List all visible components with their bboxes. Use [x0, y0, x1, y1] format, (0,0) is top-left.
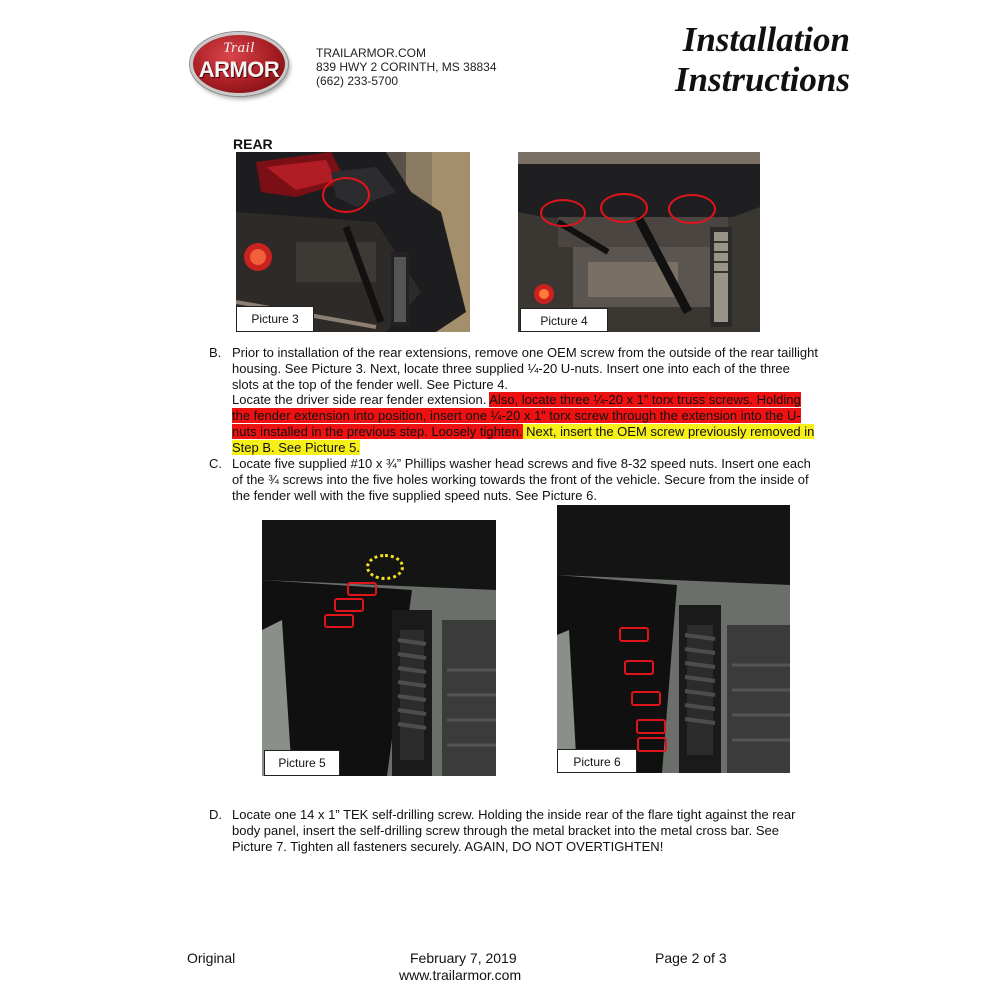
step-b-line-6 [232, 424, 818, 440]
picture-5-red-box-2 [334, 598, 364, 612]
step-b-line-5 [232, 408, 818, 424]
step-d [209, 807, 869, 857]
picture-4-caption: Picture 4 [520, 308, 608, 332]
step-b-highlight-yellow-1: Next, insert the OEM screw previously removed in [522, 423, 815, 439]
step-b-letter: B. [209, 345, 222, 360]
company-address [316, 46, 497, 88]
footer-original: Original [187, 950, 236, 966]
step-d-line-2: body panel, insert the self-drilling screw through the metal bracket into the metal cross bar. See [232, 822, 780, 838]
picture-4-red-circle-right [668, 194, 716, 224]
picture-6-red-box-2 [624, 660, 654, 675]
footer-date: February 7, 2019 [410, 950, 517, 966]
step-d-line-1: Locate one 14 x 1” TEK self-drilling screw. Holding the inside rear of the flare tight against the rear [232, 807, 796, 822]
step-b-line-7 [232, 440, 818, 456]
picture-4-image [518, 152, 760, 332]
picture-5-photo [262, 520, 496, 776]
company-phone: (662) 233-5700 [316, 74, 399, 88]
step-b-line-1: Prior to installation of the rear extensions, remove one OEM screw from the outside of the rear taillight [232, 345, 818, 360]
picture-5-caption: Picture 5 [264, 750, 340, 776]
step-c-line-1: Locate five supplied #10 x ¾” Phillips washer head screws and five 8-32 speed nuts. Insert one each [232, 456, 811, 471]
logo-text-armor: ARMOR [198, 57, 280, 82]
picture-6-red-box-3 [631, 691, 661, 706]
step-b [209, 345, 869, 455]
picture-6-red-box-5 [637, 737, 667, 752]
step-b-text [232, 345, 818, 456]
picture-5-red-box-3 [324, 614, 354, 628]
footer-url: www.trailarmor.com [399, 967, 522, 983]
company-street: 839 HWY 2 CORINTH, MS 38834 [316, 60, 497, 74]
trail-armor-logo [190, 32, 288, 96]
document-title [675, 20, 850, 100]
title-line-1: Installation [682, 20, 850, 59]
company-website: TRAILARMOR.COM [316, 46, 427, 60]
step-b-line-3: slots at the top of the fender well. See Picture 4. [232, 376, 509, 392]
step-c-text [232, 456, 811, 503]
step-b-highlight-red-2: the fender extension into position, insert one ¼-20 x 1” torx screw through the extension into the U- [232, 408, 801, 424]
title-line-2: Instructions [674, 60, 850, 99]
picture-4-red-circle-left [540, 199, 586, 227]
picture-4-red-circle-middle [600, 193, 648, 223]
section-heading: REAR [233, 136, 273, 152]
picture-5-red-box-1 [347, 582, 377, 596]
picture-6-photo [557, 505, 790, 773]
step-b-highlight-yellow-2: Step B. See Picture 5. [232, 439, 360, 455]
step-b-highlight-red-1: Also, locate three ¼-20 x 1” torx truss screws. Holding [489, 392, 801, 408]
picture-3-caption: Picture 3 [236, 306, 314, 332]
step-c-letter: C. [209, 456, 222, 471]
step-c-line-2: of the ¾ screws into the five holes working towards the front of the vehicle. Secure from the inside of [232, 471, 809, 487]
footer-page-number: Page 2 of 3 [655, 950, 727, 966]
step-c-line-3: the fender well with the five supplied speed nuts. See Picture 6. [232, 487, 597, 503]
logo-text-trail: Trail [223, 40, 255, 56]
picture-5-yellow-dotted-circle [366, 554, 404, 580]
step-b-line-2: housing. See Picture 3. Next, locate three supplied ¼-20 U-nuts. Insert one into each of the three [232, 360, 790, 376]
picture-6-red-box-1 [619, 627, 649, 642]
step-b-line-4 [232, 392, 818, 408]
picture-6-caption: Picture 6 [557, 749, 637, 773]
step-d-text [232, 807, 795, 854]
step-d-line-3: Picture 7. Tighten all fasteners securely. AGAIN, DO NOT OVERTIGHTEN! [232, 838, 664, 854]
step-d-letter: D. [209, 807, 222, 822]
picture-6-image [557, 505, 790, 773]
step-b-line-4-plain: Locate the driver side rear fender extension. [232, 392, 490, 408]
step-c [209, 456, 869, 506]
picture-4-photo [518, 152, 760, 332]
picture-6-red-box-4 [636, 719, 666, 734]
step-b-highlight-red-3: nuts installed in the previous step. Loosely tighten. [232, 423, 523, 439]
picture-3-photo [236, 152, 470, 332]
picture-3-red-circle [322, 177, 370, 213]
